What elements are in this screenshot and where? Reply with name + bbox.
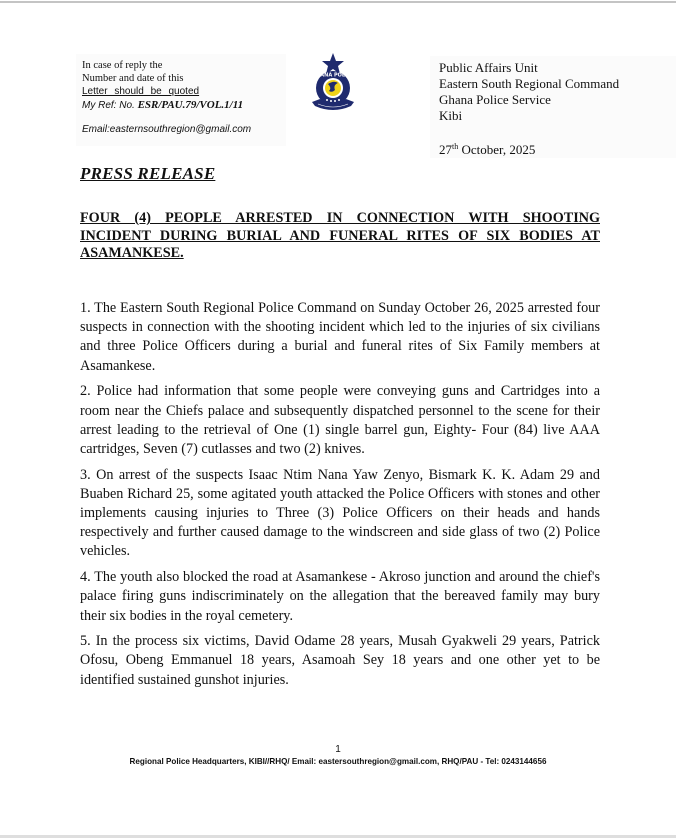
reference-number	[82, 99, 243, 112]
letter-date	[439, 142, 535, 158]
press-headline: FOUR (4) PEOPLE ARRESTED IN CONNECTION WITH SHOOTING INCIDENT DURING BURIAL AND FUNERAL RITES OF SIX BODIES AT ASAMANKESE.	[80, 210, 600, 261]
date-day: 27	[439, 142, 452, 157]
document-title: PRESS RELEASE	[80, 164, 216, 183]
page-number: 1	[335, 744, 341, 755]
paragraph-3: 3. On arrest of the suspects Isaac Ntim Nana Yaw Zenyo, Bismark K. K. Adam 29 and Buaben Richard 25, some agitated youth attacked the Police Officers with stones and other implements causing injuries to Three (3) Police Officers on their heads and hands respectively and further caused damage to the windscreen and side glass of two (2) Police vehicles.	[80, 466, 600, 560]
press-body	[80, 299, 600, 696]
paragraph-5: 5. In the process six victims, David Odame 28 years, Musah Gyakweli 29 years, Patrick Ofosu, Obeng Emmanuel 18 years, Asamoah Sey 18 years and one other yet to be identified sustained gunshot injuries.	[80, 633, 600, 688]
paragraph-1: 1. The Eastern South Regional Police Command on Sunday October 26, 2025 arrested four suspects in connection with the shooting incident which led to the injuries of six civilians and three Police Officers during a burial and funeral rites of Six Family members at Asamankese.	[80, 300, 600, 374]
address-unit: Public Affairs Unit	[439, 60, 538, 75]
address-command: Eastern South Regional Command	[439, 76, 620, 91]
address-town: Kibi	[439, 108, 463, 123]
date-rest: October, 2025	[458, 142, 536, 157]
address-service: Ghana Police Service	[439, 92, 551, 107]
page-footer: Regional Police Headquarters, KIBI//RHQ/ Email: eastersouthregion@gmail.com, RHQ/PAU - Tel: 0243144656	[129, 757, 547, 766]
sender-address-block	[430, 56, 676, 158]
reference-value: ESR/PAU.79/VOL.1/11	[137, 99, 244, 111]
reference-email: Email:easternsouthregion@gmail.com	[82, 124, 252, 135]
reply-note-line-1: In case of reply the	[82, 60, 163, 71]
ghana-police-crest-icon	[308, 52, 358, 116]
page-top-border	[0, 1, 676, 3]
svg-text:GHANA POLICE: GHANA POLICE	[312, 72, 354, 79]
date-suffix: th	[452, 142, 459, 151]
reference-label: My Ref: No.	[82, 100, 138, 111]
reply-note-line-3: Letter should be quoted	[82, 86, 200, 97]
reference-block	[76, 54, 286, 146]
paragraph-2: 2. Police had information that some people were conveying guns and Cartridges into a room near the Chiefs palace and subsequently dispatched personnel to the scene for their arrest leading to the retrieval of One (1) single barrel gun, Eighty- Four (84) live AAA cartridges, Seven (7) cutlasses and two (2) knives.	[80, 383, 600, 457]
paragraph-4: 4. The youth also blocked the road at Asamankese - Akroso junction and around the chief's palace firing guns indiscriminately on the allegation that the bereaved family may bury their six bodies in the royal cemetery.	[80, 569, 600, 624]
reply-note-line-2: Number and date of this	[82, 73, 184, 84]
